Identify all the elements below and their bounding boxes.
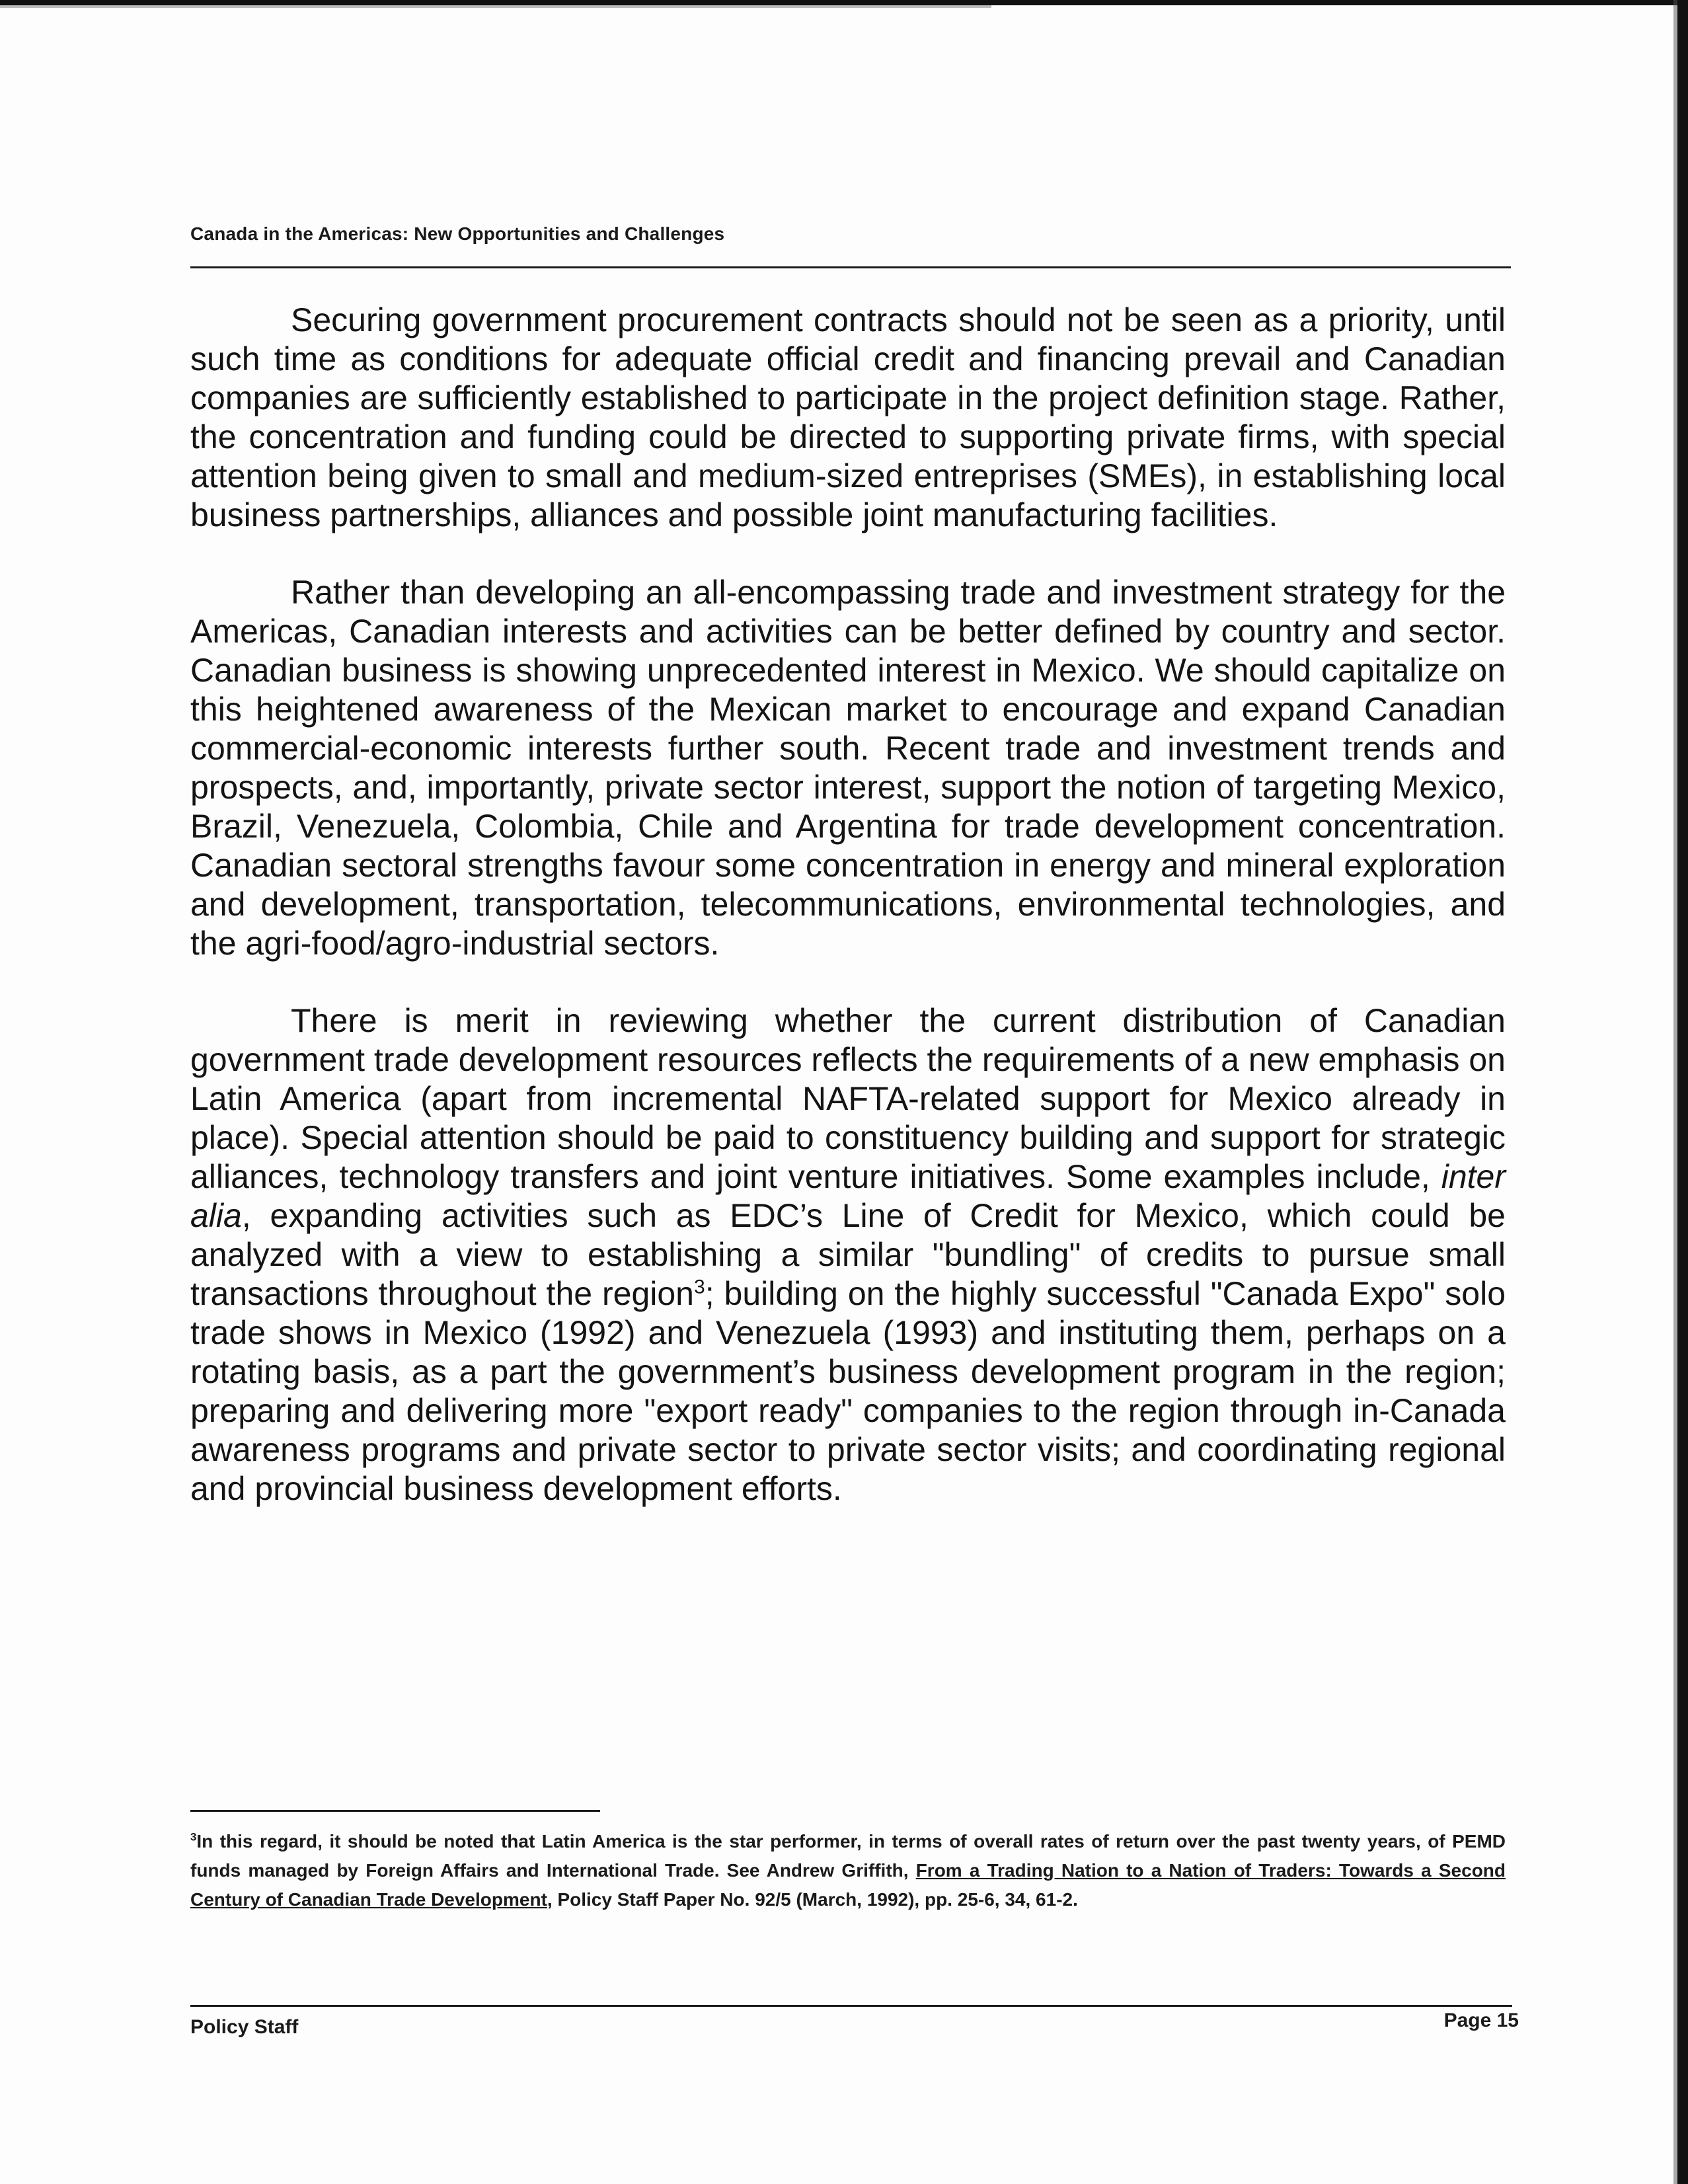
footnote-text-before: In this regard, it should be noted that Latin America is the star performer, in terms of overall rates of return over the past twenty years, of PEMD funds managed by Foreign Affairs and International Trade. See Andrew Griffith,	[190, 1831, 1506, 1881]
footnote-text-after: , Policy Staff Paper No. 92/5 (March, 1992), pp. 25-6, 34, 61-2.	[547, 1889, 1078, 1910]
paragraph-3-part-3: ; building on the highly successful "Canada Expo" solo trade shows in Mexico (1992) and Venezuela (1993) and instituting them, perhaps on a rotating basis, as a part the government’s business development program in the region; preparing and delivering more "export ready" companies to the region through in-Canada awareness programs and private sector to private sector visits; and coordinating regional and provincial business development efforts.	[190, 1275, 1506, 1507]
footer-rule	[190, 2005, 1512, 2007]
scan-top-edge	[0, 0, 1688, 5]
page-number: Page 15	[1443, 2009, 1519, 2031]
header-rule	[190, 266, 1511, 268]
footnote-reference: 3	[694, 1276, 705, 1298]
scan-top-edge-shadow	[0, 5, 991, 8]
paragraph-1: Securing government procurement contracts should not be seen as a priority, until such time as conditions for adequate official credit and financing prevail and Canadian companies are sufficiently established to participate in the project definition stage. Rather, the concentration and funding could be directed to supporting private firms, with special attention being given to small and medium-sized entreprises (SMEs), in establishing local business partnerships, alliances and possible joint manufacturing facilities.	[190, 301, 1506, 533]
paragraph-3	[190, 1001, 1506, 1508]
footnote-rule	[190, 1810, 600, 1812]
scan-right-edge-shadow	[1673, 0, 1677, 2184]
footnote	[190, 1827, 1506, 1914]
paragraph-3-part-2: , expanding activities such as EDC’s Line of Credit for Mexico, which could be analyzed with a view to establishing a similar "bundling" of credits to pursue small transactions throughout the region	[190, 1197, 1506, 1312]
footnote-marker: 3	[190, 1830, 197, 1844]
footnote-cited-title: From a Trading Nation to a Nation of Traders: Towards a Second Century of Canadian Trade Development	[190, 1860, 1506, 1910]
footer-label: Policy Staff	[190, 2016, 299, 2038]
paragraph-3-part-1: There is merit in reviewing whether the current distribution of Canadian government trade development resources reflects the requirements of a new emphasis on Latin America (apart from incremental NAFTA-related support for Mexico already in place). Special attention should be paid to constituency building and support for strategic alliances, technology transfers and joint venture initiatives. Some examples include,	[190, 1002, 1506, 1195]
paragraph-2: Rather than developing an all-encompassing trade and investment strategy for the Americas, Canadian interests and activities can be better defined by country and sector. Canadian business is showing unprecedented interest in Mexico. We should capitalize on this heightened awareness of the Mexican market to encourage and expand Canadian commercial-economic interests further south. Recent trade and investment trends and prospects, and, importantly, private sector interest, support the notion of targeting Mexico, Brazil, Venezuela, Colombia, Chile and Argentina for trade development concentration. Canadian sectoral strengths favour some concentration in energy and mineral exploration and development, transportation, telecommunications, environmental technologies, and the agri-food/agro-industrial sectors.	[190, 574, 1506, 962]
body-text	[190, 301, 1506, 1547]
paragraph-3-italic: inter alia	[190, 1158, 1506, 1234]
scan-right-edge	[1677, 0, 1688, 2184]
running-header: Canada in the Americas: New Opportunities and Challenges	[190, 223, 725, 244]
